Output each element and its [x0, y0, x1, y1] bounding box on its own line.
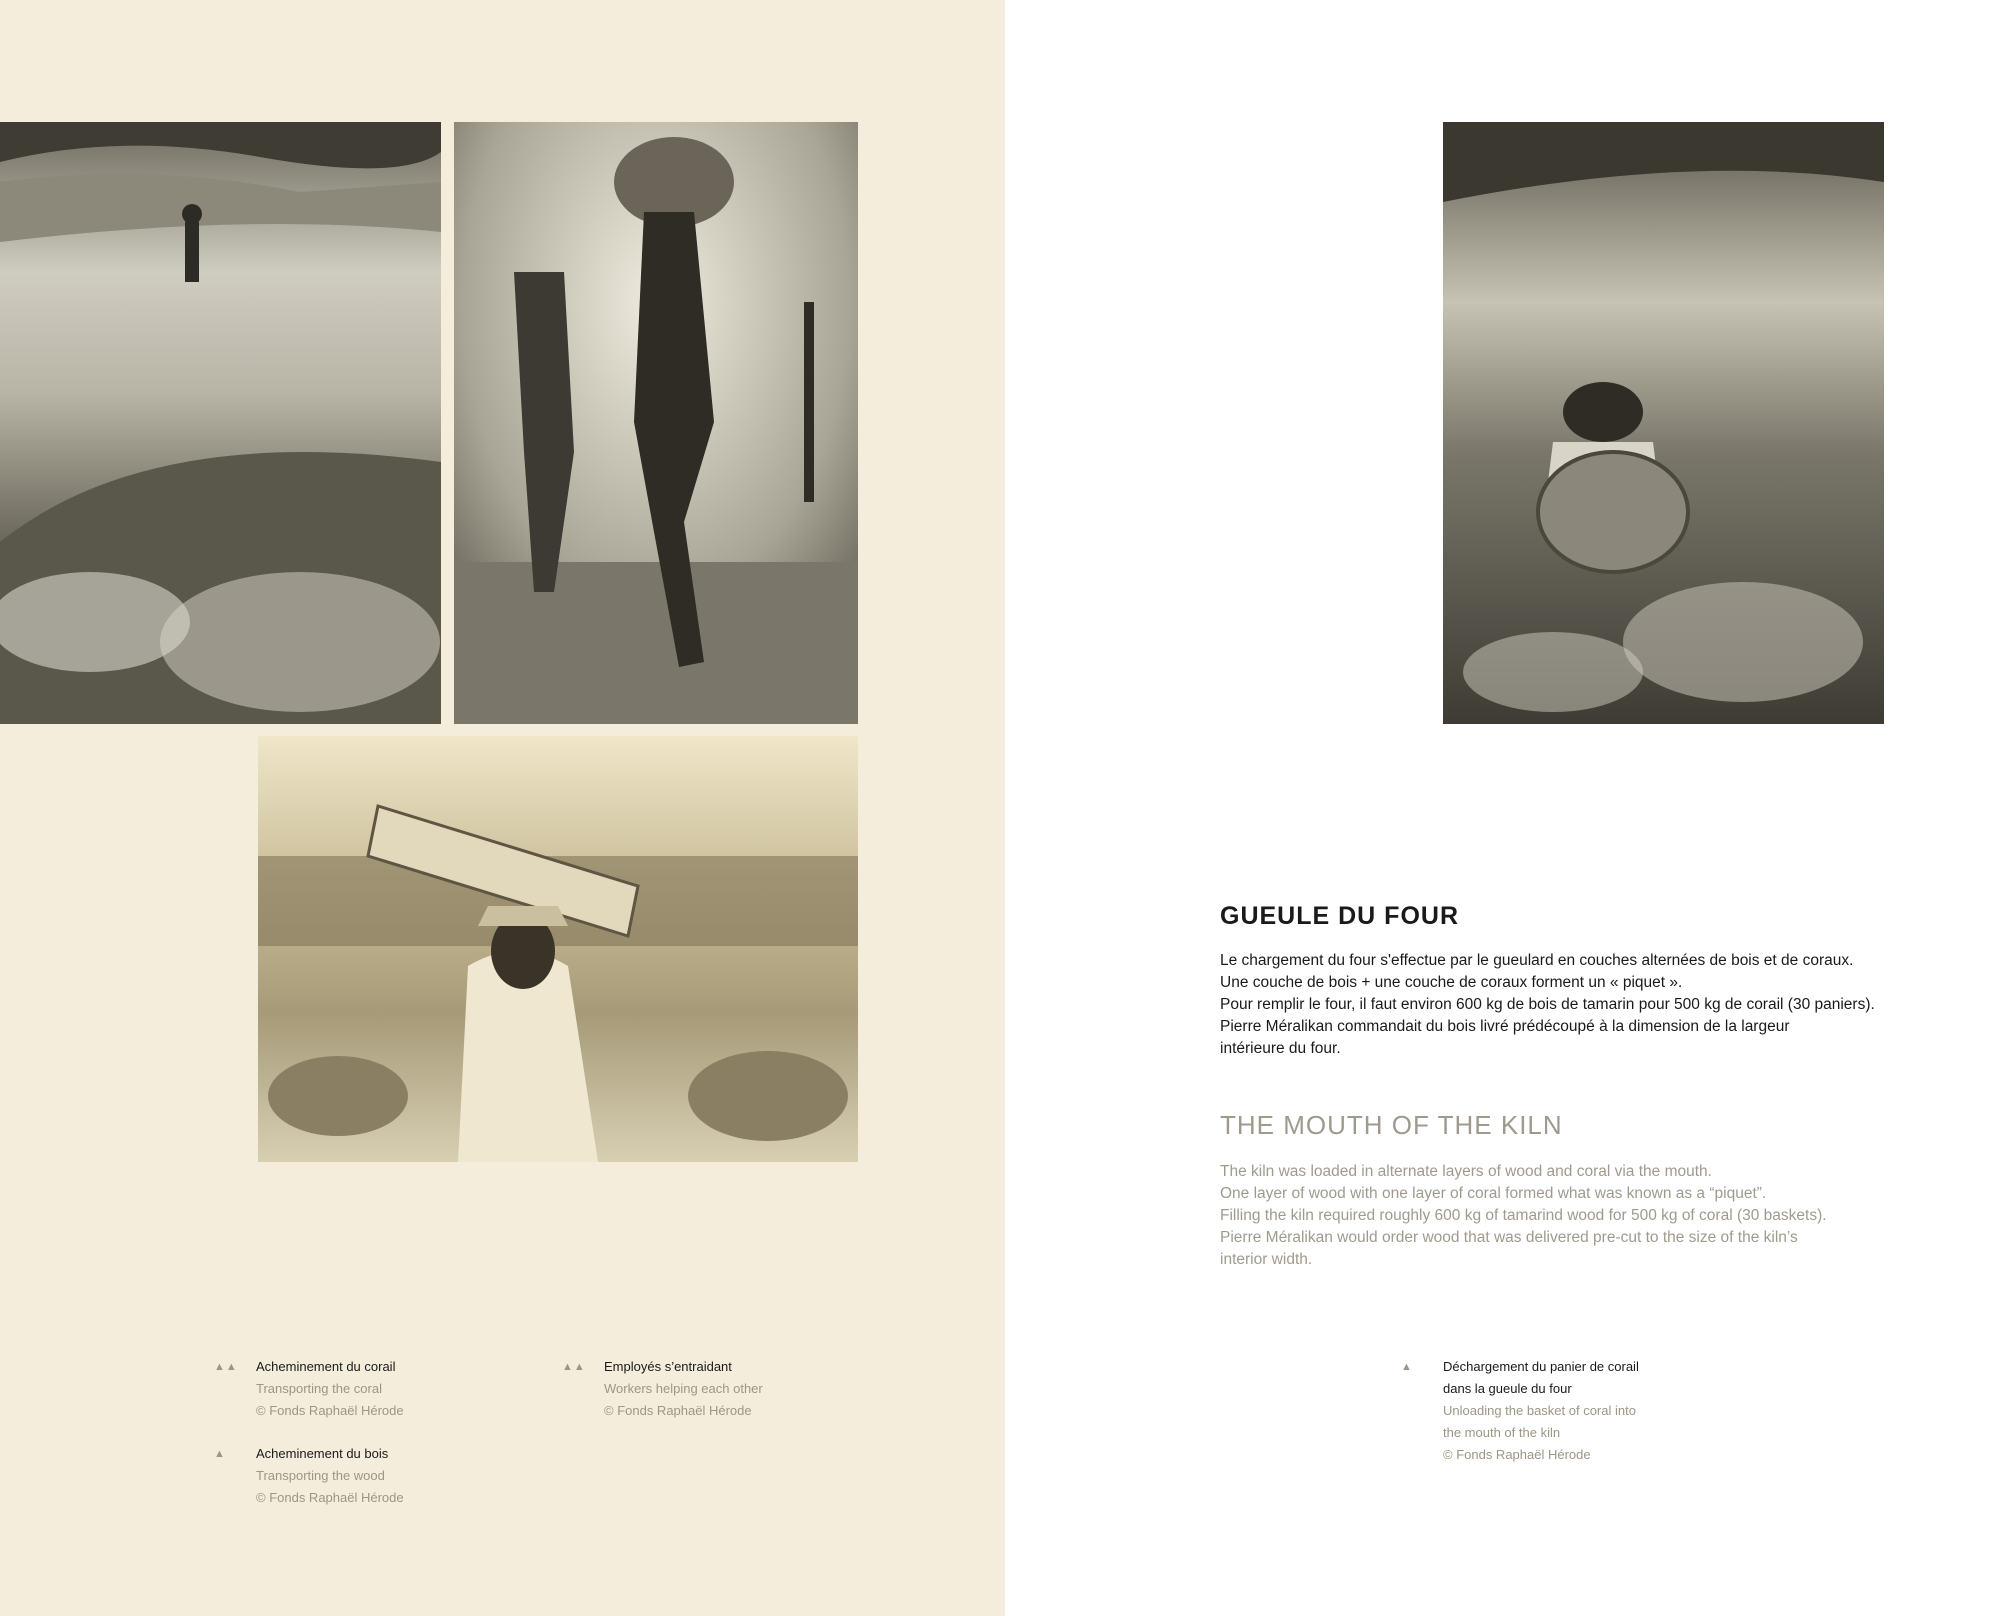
triangle-up-icon: ▲▲ — [214, 1361, 238, 1373]
caption-subtitle: Transporting the wood — [256, 1468, 385, 1483]
triangle-up-icon: ▲ — [1401, 1361, 1413, 1373]
caption-title: Déchargement du panier de corail — [1443, 1359, 1639, 1374]
paragraph-line: intérieure du four. — [1220, 1040, 1341, 1057]
caption-wood-transport — [214, 1443, 404, 1509]
caption-credit: © Fonds Raphaël Hérode — [256, 1490, 404, 1505]
paragraph-line: Pour remplir le four, il faut environ 600 kg de bois de tamarin pour 500 kg de corail (30 paniers). — [1220, 996, 1875, 1013]
paragraph-line: Pierre Méralikan commandait du bois livré prédécoupé à la dimension de la largeur — [1220, 1018, 1790, 1035]
caption-title: dans la gueule du four — [1443, 1381, 1572, 1396]
paragraph-french — [1220, 950, 1920, 1060]
caption-credit: © Fonds Raphaël Hérode — [604, 1403, 752, 1418]
heading-english: THE MOUTH OF THE KILN — [1220, 1110, 1563, 1140]
caption-subtitle: Transporting the coral — [256, 1381, 382, 1396]
paragraph-line: Pierre Méralikan would order wood that was delivered pre-cut to the size of the kiln’s — [1220, 1229, 1798, 1246]
caption-coral-transport — [214, 1356, 404, 1422]
caption-credit: © Fonds Raphaël Hérode — [1443, 1447, 1591, 1462]
caption-title: Acheminement du corail — [256, 1359, 396, 1374]
triangle-up-icon: ▲▲ — [562, 1361, 586, 1373]
photo-wood-transport — [258, 736, 858, 1162]
paragraph-line: The kiln was loaded in alternate layers of wood and coral via the mouth. — [1220, 1163, 1712, 1180]
photo-workers-helping — [454, 122, 858, 724]
paragraph-english — [1220, 1161, 1920, 1271]
caption-title: Employés s’entraidant — [604, 1359, 732, 1374]
caption-subtitle: Workers helping each other — [604, 1381, 763, 1396]
heading-french: GUEULE DU FOUR — [1220, 902, 1459, 930]
caption-workers-helping — [562, 1356, 763, 1422]
caption-subtitle: the mouth of the kiln — [1443, 1425, 1561, 1440]
caption-subtitle: Unloading the basket of coral into — [1443, 1403, 1636, 1418]
photo-coral-transport — [0, 122, 441, 724]
paragraph-line: interior width. — [1220, 1251, 1313, 1268]
caption-title: Acheminement du bois — [256, 1446, 389, 1461]
caption-credit: © Fonds Raphaël Hérode — [256, 1403, 404, 1418]
triangle-up-icon: ▲ — [214, 1448, 226, 1460]
photo-unloading-basket — [1443, 122, 1884, 724]
paragraph-line: Une couche de bois + une couche de coraux forment un « piquet ». — [1220, 974, 1683, 991]
paragraph-line: One layer of wood with one layer of coral formed what was known as a “piquet”. — [1220, 1185, 1767, 1202]
paragraph-line: Filling the kiln required roughly 600 kg of tamarind wood for 500 kg of coral (30 baskets). — [1220, 1207, 1827, 1224]
caption-unloading-basket — [1401, 1356, 1639, 1466]
paragraph-line: Le chargement du four s'effectue par le gueulard en couches alternées de bois et de coraux. — [1220, 952, 1854, 969]
